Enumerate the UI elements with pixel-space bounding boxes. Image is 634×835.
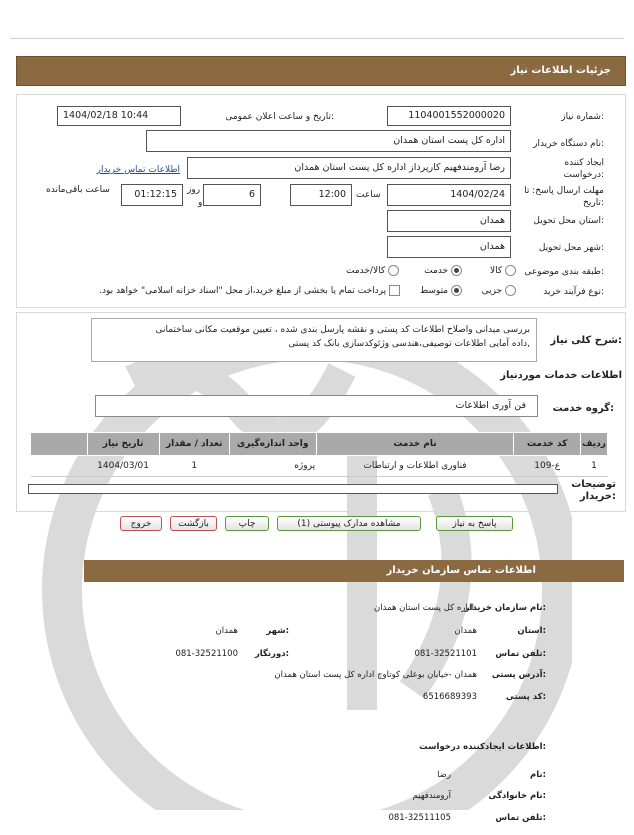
back-button[interactable]: بازگشت <box>170 516 217 531</box>
days-field[interactable]: 6 <box>203 184 261 206</box>
page-header <box>16 56 626 86</box>
contact-header <box>84 560 624 582</box>
contact-province-label: استان: <box>517 626 546 636</box>
process-medium-option[interactable] <box>420 285 462 296</box>
buyer-contact-link[interactable]: اطلاعات تماس خریدار <box>96 165 180 175</box>
notes-label-1: توضیحات <box>571 479 616 490</box>
creator-first-name-value: رضا <box>437 770 451 780</box>
summary-line-1: بررسی میدانی واصلاح اطلاعات کد پستی و نقشه پارسل بندی شده ، تعیین موقعیت مکانی ساختمانی <box>155 325 530 335</box>
col-unit: واحد اندازه‌گیری <box>229 433 316 456</box>
process-medium-text: متوسط <box>419 286 449 296</box>
col-date: تاریخ نیاز <box>87 433 159 456</box>
col-need-date <box>31 433 88 456</box>
attachments-button[interactable]: مشاهده مدارک پیوستی (1) <box>277 516 421 531</box>
category-goods-service-text: کالا/خدمت <box>345 266 386 276</box>
row-unit: پروژه <box>229 456 316 477</box>
contact-fax-label: دورنگار: <box>254 649 289 659</box>
row-empty <box>31 456 88 477</box>
row-index: 1 <box>581 456 608 477</box>
category-service-radio[interactable] <box>451 265 462 276</box>
buyer-org-field[interactable]: اداره کل پست استان همدان <box>146 130 511 152</box>
process-small-text: جزیی <box>481 286 503 296</box>
category-goods-service-radio[interactable] <box>388 265 399 276</box>
creator-phone-value: 081-32511105 <box>388 813 451 823</box>
province-field[interactable]: همدان <box>387 210 511 232</box>
summary-label: شرح کلی نیاز: <box>550 335 622 346</box>
col-qty: تعداد / مقدار <box>159 433 229 456</box>
row-qty: 1 <box>159 456 229 477</box>
contact-phone-label: تلفن تماس: <box>495 649 546 659</box>
category-label: طبقه بندی موضوعی: <box>524 267 604 277</box>
announce-label: تاریخ و ساعت اعلان عمومی: <box>225 112 334 122</box>
remaining-time-field[interactable]: 01:12:15 <box>121 184 183 206</box>
service-group-value: فن آوری اطلاعات <box>455 400 526 411</box>
summary-line-2: ,داده آمایی اطلاعات توصیفی،هندسی وژئوکدسازی بانک کد پستی <box>288 339 530 349</box>
print-button[interactable]: چاپ <box>225 516 269 531</box>
province-label: استان محل تحویل: <box>533 216 604 226</box>
need-number-label: شماره نیاز: <box>561 112 604 122</box>
creator-first-name-label: نام: <box>529 770 546 780</box>
city-label: شهر محل تحویل: <box>538 243 604 253</box>
deadline-time-field[interactable]: 12:00 <box>290 184 352 206</box>
contact-province-value: همدان <box>454 626 477 636</box>
row-date: 1404/03/01 <box>87 456 159 477</box>
payment-checkbox[interactable] <box>389 285 400 296</box>
contact-org-label: نام سازمان خریدار: <box>464 603 546 613</box>
creator-label-1: ایجاد کننده <box>564 158 604 168</box>
category-goods-radio[interactable] <box>505 265 516 276</box>
contact-city-label: شهر: <box>266 626 289 636</box>
need-number-field[interactable]: 1104001552000020 <box>387 106 511 126</box>
exit-button[interactable]: خروج <box>120 516 162 531</box>
remaining-label: ساعت باقی‌مانده <box>46 185 110 195</box>
col-code: کد خدمت <box>514 433 581 456</box>
contact-postal-value: 6516689393 <box>422 692 477 702</box>
table-row <box>31 456 608 477</box>
contact-header-title: اطلاعات تماس سازمان خریدار <box>386 565 536 576</box>
contact-phone-value: 081-32521101 <box>414 649 477 659</box>
contact-postal-label: کد پستی: <box>505 692 546 702</box>
contact-address-value: همدان -خیابان بوعلی کوتاوچ اداره کل پست استان همدان <box>274 670 477 680</box>
services-table-header <box>31 433 608 456</box>
and-label: و <box>198 198 203 208</box>
notes-field[interactable] <box>28 484 558 494</box>
row-code: ع-109 <box>514 456 581 477</box>
category-service-text: خدمت <box>424 266 449 276</box>
contact-city-value: همدان <box>215 626 238 636</box>
summary-text <box>91 318 537 362</box>
services-table <box>30 432 608 477</box>
days-label: روز <box>187 185 201 195</box>
col-name: نام خدمت <box>316 433 514 456</box>
process-small-option[interactable] <box>482 285 516 296</box>
city-field[interactable]: همدان <box>387 236 511 258</box>
creator-last-name-value: آرومندفهیم <box>412 791 451 801</box>
creator-label-2: درخواست: <box>563 170 604 180</box>
page-title: جزئیات اطلاعات نیاز <box>510 65 611 76</box>
category-goods-text: کالا <box>489 266 503 276</box>
top-divider <box>10 38 624 39</box>
payment-note: پرداخت تمام یا بخشی از مبلغ خرید،از محل "اسناد خزانه اسلامی" خواهد بود. <box>99 286 387 296</box>
services-section-title: اطلاعات خدمات مورد‌نیاز <box>500 370 622 381</box>
service-group-label: گروه خدمت: <box>552 403 614 414</box>
category-service-option[interactable] <box>424 265 462 276</box>
category-goods-service-option[interactable] <box>346 265 399 276</box>
row-name: فناوری اطلاعات و ارتباطات <box>316 456 514 477</box>
announce-field[interactable]: 1404/02/18 10:44 <box>57 106 181 126</box>
process-small-radio[interactable] <box>505 285 516 296</box>
contact-fax-value: 081-32521100 <box>175 649 238 659</box>
buyer-org-label: نام دستگاه خریدار: <box>533 139 604 149</box>
deadline-label-2: تاریخ: <box>583 198 604 208</box>
deadline-date-field[interactable]: 1404/02/24 <box>387 184 511 206</box>
time-label: ساعت <box>356 190 381 200</box>
creator-field[interactable]: رضا آرومندفهیم کارپرداز اداره کل پست استان همدان <box>187 157 511 179</box>
service-group-field <box>95 395 538 417</box>
creator-last-name-label: نام خانوادگی: <box>488 791 546 801</box>
reply-button[interactable]: پاسخ به نیاز <box>436 516 513 531</box>
creator-phone-label: تلفن تماس: <box>495 813 546 823</box>
category-goods-option[interactable] <box>490 265 516 276</box>
contact-org-value: اداره کل پست استان همدان <box>374 603 474 613</box>
notes-label-2: خریدار: <box>579 491 616 502</box>
creator-info-header: اطلاعات ایجادکننده درخواست: <box>419 742 546 752</box>
deadline-label-1: مهلت ارسال پاسخ: تا <box>524 186 604 196</box>
process-label: نوع فرآیند خرید: <box>543 287 604 297</box>
payment-option[interactable] <box>99 285 400 296</box>
col-index: ردیف <box>581 433 608 456</box>
contact-address-label: آدرس پستی: <box>491 670 546 680</box>
process-medium-radio[interactable] <box>451 285 462 296</box>
